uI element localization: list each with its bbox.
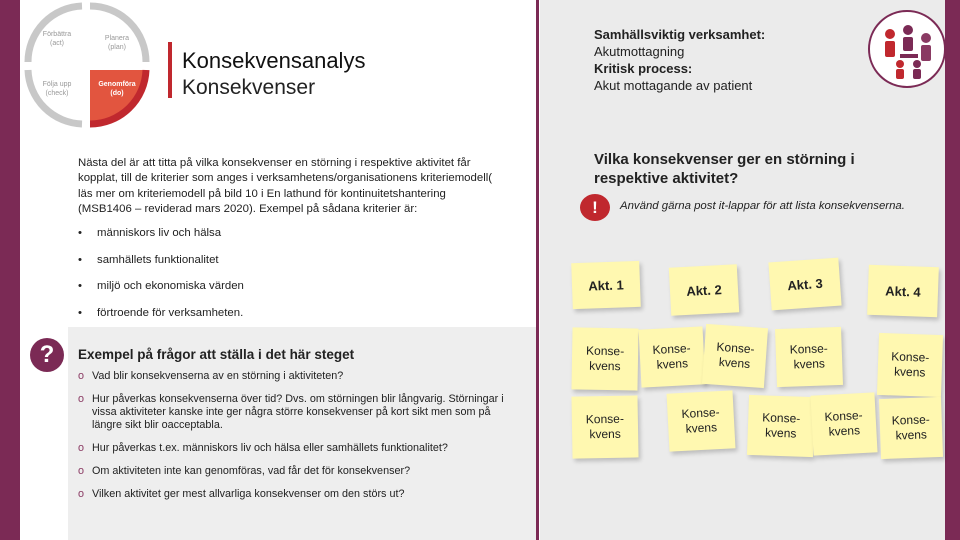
circle-bullet-icon: o [78,465,85,477]
bullet-dot: • [78,227,82,239]
panel-divider [536,0,539,540]
intro-text: Nästa del är att titta på vilka konsekvenser en störning i respektive aktivitet får kopplat, till de kriterier som anges i verksamhetens/organisationens kriteriemodell( läs mer om kriteriemodell på bild 10 i En lathund för kontinuitetshantering (MSB1406 – reviderad mars 2020). Exempel på sådana kriterier är: [78,157,493,216]
postit-konsekvens: Konse- kvens [571,327,638,390]
question-text: Vilken aktivitet ger mest allvarliga konsekvenser om den störs ut? [92,488,405,500]
criteria-list [78,226,498,332]
wheel-check-sub: (check) [45,90,69,97]
process-value: Akut mottagande av patient [594,78,753,93]
question-item [78,488,518,501]
postit-konsekvens: Konse- kvens [702,324,768,388]
wheel-check-name: Följa upp [42,81,72,88]
postit-konsekvens: Konse- kvens [747,395,815,457]
question-text: Hur påverkas konsekvenserna över tid? Dvs. om störningen blir långvarig. Störningar i vissa aktiviteter kanske inte ger några större konsekvenser på kort sikt men som på längre sikt blir oacceptabla. [92,393,504,431]
criteria-item [78,279,498,306]
postit-konsekvens: Konse- kvens [775,327,843,387]
wheel-plan-sub: (plan) [108,44,126,51]
postit-act-3: Akt. 3 [768,258,841,311]
pdca-wheel-graphic [20,0,165,130]
question-item [78,465,518,478]
right-question: Vilka konsekvenser ger en störning i respektive aktivitet? [594,151,855,187]
question-item [78,442,518,455]
question-text: Hur påverkas t.ex. människors liv och hälsa eller samhällets funktionalitet? [92,442,448,454]
criteria-text: miljö och ekonomiska värden [97,280,244,292]
wheel-label-plan [92,34,142,52]
circle-bullet-icon: o [78,370,85,382]
criteria-item [78,253,498,280]
circle-bullet-icon: o [78,393,85,405]
postit-konsekvens: Konse- kvens [639,326,706,387]
verksamhet-label: Samhällsviktig verksamhet: [594,27,766,42]
page-subtitle: Konsekvenser [182,76,316,99]
right-accent-bar [945,0,960,540]
wheel-do-name: Genomföra [98,81,136,88]
criteria-text: människors liv och hälsa [97,227,222,239]
postit-hint: Använd gärna post it-lappar för att lista konsekvenserna. [620,200,905,212]
verksamhet-info [594,26,765,94]
circle-bullet-icon: o [78,488,85,500]
postit-act-1: Akt. 1 [571,261,641,309]
question-text: Om aktiviteten inte kan genomföras, vad får det för konsekvenser? [92,465,411,477]
bullet-dot: • [78,306,82,319]
wheel-plan-name: Planera [104,35,130,42]
postit-konsekvens: Konse- kvens [810,392,877,455]
wheel-label-act [30,30,84,48]
questions-list [78,370,518,511]
pdca-wheel [20,0,165,130]
question-item [78,393,518,432]
wheel-act-sub: (act) [50,40,64,47]
criteria-text: samhällets funktionalitet [97,253,219,266]
postit-konsekvens: Konse- kvens [879,397,943,459]
title-accent-bar [168,42,172,98]
question-mark-icon: ? [30,338,64,372]
process-label: Kritisk process: [594,61,693,76]
wheel-act-name: Förbättra [42,31,72,38]
criteria-text: förtroende för verksamheten. [97,306,244,319]
postit-konsekvens: Konse- kvens [571,395,638,458]
postit-konsekvens: Konse- kvens [877,333,943,397]
wheel-label-check [30,80,84,98]
criteria-item [78,226,498,253]
bullet-dot: • [78,253,82,266]
postit-act-4: Akt. 4 [867,265,939,317]
left-accent-bar [0,0,20,540]
circle-bullet-icon: o [78,442,85,454]
question-item [78,370,518,383]
bullet-dot: • [78,280,82,292]
wheel-do-sub: (do) [110,90,124,97]
people-icon-circle [868,10,946,88]
page-title: Konsekvensanalys [182,48,366,73]
postit-konsekvens: Konse- kvens [667,390,736,451]
questions-title: Exempel på frågor att ställa i det här steget [78,347,355,362]
postit-act-2: Akt. 2 [669,264,739,315]
verksamhet-value: Akutmottagning [594,44,685,59]
question-text: Vad blir konsekvenserna av en störning i aktiviteten? [92,370,344,382]
people-icon [870,12,944,86]
exclamation-icon: ! [580,194,610,221]
wheel-label-do [92,80,142,98]
